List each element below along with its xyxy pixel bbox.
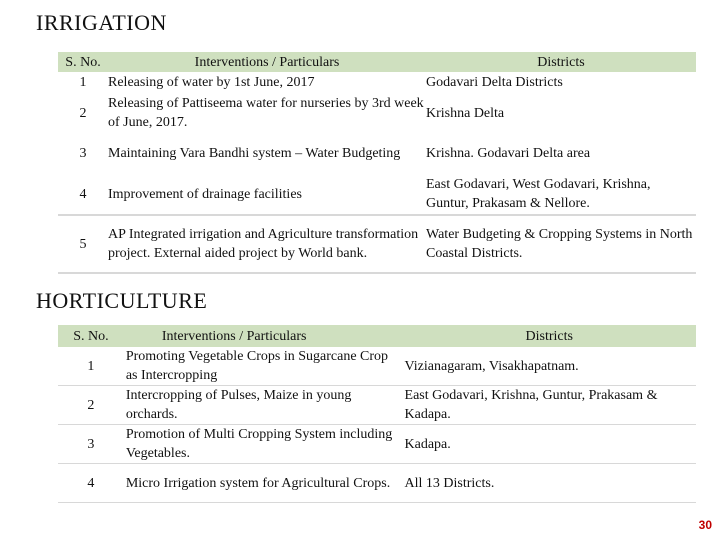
irrigation-row [58, 215, 696, 273]
horticulture-row-intervention: Intercropping of Pulses, Maize in young orchards. [124, 386, 403, 425]
irrigation-row-districts: Water Budgeting & Cropping Systems in North Coastal Districts. [426, 215, 696, 273]
horticulture-header-districts: Districts [403, 325, 696, 347]
irrigation-row-districts: Krishna. Godavari Delta area [426, 133, 696, 173]
page-number: 30 [698, 518, 712, 532]
irrigation-header-row [58, 52, 696, 72]
horticulture-table [58, 325, 696, 503]
horticulture-row-districts: Vizianagaram, Visakhapatnam. [403, 347, 696, 386]
irrigation-row-intervention: AP Integrated irrigation and Agriculture transformation project. External aided project by World bank. [108, 215, 426, 273]
horticulture-row [58, 425, 696, 464]
horticulture-row [58, 464, 696, 503]
irrigation-row [58, 133, 696, 173]
irrigation-row-sno: 3 [58, 133, 108, 173]
irrigation-row [58, 72, 696, 93]
irrigation-row-districts: East Godavari, West Godavari, Krishna, Guntur, Prakasam & Nellore. [426, 173, 696, 215]
irrigation-header-sno: S. No. [58, 52, 108, 72]
horticulture-row-districts: Kadapa. [403, 425, 696, 464]
horticulture-row [58, 386, 696, 425]
irrigation-row-districts: Godavari Delta Districts [426, 72, 696, 93]
horticulture-row-intervention: Micro Irrigation system for Agricultural Crops. [124, 464, 403, 503]
horticulture-header-interventions: Interventions / Particulars [124, 325, 403, 347]
horticulture-row-districts: East Godavari, Krishna, Guntur, Prakasam & Kadapa. [403, 386, 696, 425]
horticulture-header-row [58, 325, 696, 347]
irrigation-row [58, 93, 696, 133]
irrigation-row-intervention: Improvement of drainage facilities [108, 173, 426, 215]
irrigation-header-interventions: Interventions / Particulars [108, 52, 426, 72]
horticulture-row-sno: 3 [58, 425, 124, 464]
irrigation-row [58, 173, 696, 215]
horticulture-section-title: HORTICULTURE [36, 288, 208, 313]
horticulture-row-intervention: Promoting Vegetable Crops in Sugarcane Crop as Intercropping [124, 347, 403, 386]
horticulture-row-sno: 2 [58, 386, 124, 425]
horticulture-row-sno: 4 [58, 464, 124, 503]
irrigation-row-sno: 1 [58, 72, 108, 93]
irrigation-row-districts: Krishna Delta [426, 93, 696, 133]
irrigation-row-sno: 4 [58, 173, 108, 215]
irrigation-row-intervention: Releasing of Pattiseema water for nurseries by 3rd week of June, 2017. [108, 93, 426, 133]
irrigation-row-sno: 2 [58, 93, 108, 133]
irrigation-table [58, 52, 696, 274]
irrigation-section-title: IRRIGATION [36, 10, 167, 35]
horticulture-row-intervention: Promotion of Multi Cropping System including Vegetables. [124, 425, 403, 464]
irrigation-row-intervention: Releasing of water by 1st June, 2017 [108, 72, 426, 93]
horticulture-row [58, 347, 696, 386]
irrigation-row-intervention: Maintaining Vara Bandhi system – Water Budgeting [108, 133, 426, 173]
irrigation-row-sno: 5 [58, 215, 108, 273]
horticulture-row-sno: 1 [58, 347, 124, 386]
horticulture-header-sno: S. No. [58, 325, 124, 347]
irrigation-header-districts: Districts [426, 52, 696, 72]
horticulture-row-districts: All 13 Districts. [403, 464, 696, 503]
